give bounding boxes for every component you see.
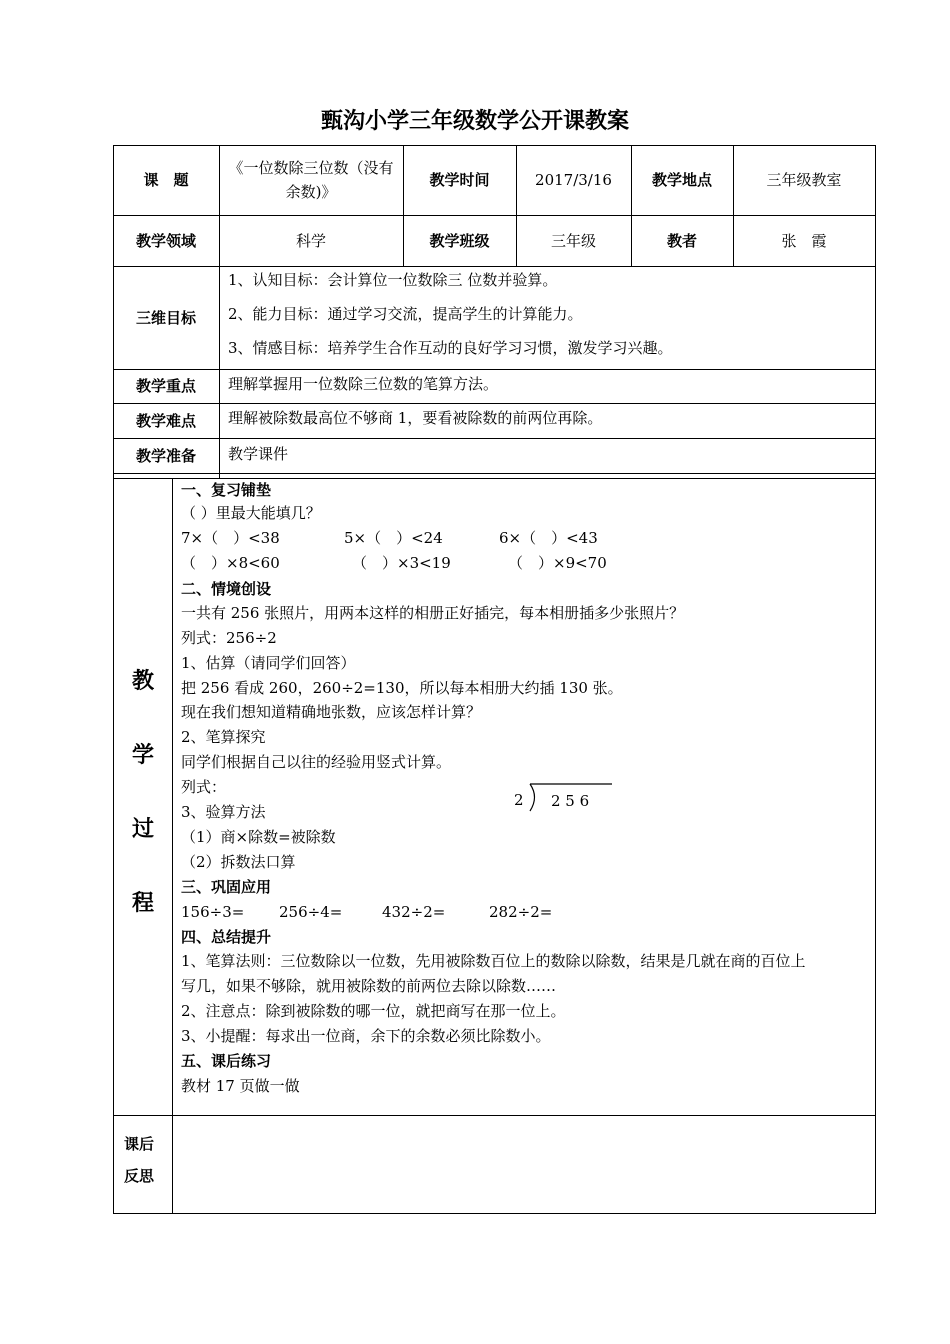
section-heading: 二、情境创设 [181,580,272,598]
section-heading: 一、复习铺垫 [181,481,272,499]
question-intro: （ ）里最大能填几？ [181,504,321,522]
place-value: 三年级教室 [766,171,842,189]
key-point-value: 理解掌握用一位数除三位数的笔算方法。 [228,375,499,393]
table-rule [113,369,876,370]
reflection-label: 课后 [124,1135,155,1153]
process-label-char: 程 [131,891,154,916]
division-divisor: 2 [514,791,524,809]
homework-text: 教材 17 页做一做 [181,1077,300,1095]
table-rule [113,403,876,404]
check-item: （2）拆数法口算 [181,853,296,871]
check-item: （1）商×除数=被除数 [181,828,336,846]
page-title: 甄沟小学三年级数学公开课教案 [320,109,629,134]
table-rule [113,266,876,267]
exercise-item: 282÷2= [489,903,553,921]
time-value: 2017/3/16 [535,171,612,189]
question-item: （ ）×9<70 [508,554,607,572]
written-formula: 列式： [181,778,227,796]
question-item: 7×（ ）<38 [181,529,280,547]
difficulty-value: 理解被除数最高位不够商 1，要看被除数的前两位再除。 [228,409,603,427]
difficulty-label: 教学难点 [135,411,196,430]
goal-item: 2、能力目标：通过学习交流，提高学生的计算能力。 [228,305,583,323]
question-item: 5×（ ）<24 [344,529,443,547]
estimate-question: 现在我们想知道精确地张数，应该怎样计算？ [181,703,482,721]
teacher-label: 教者 [666,231,697,250]
question-item: （ ）×3<19 [352,554,451,572]
process-label-char: 学 [131,743,154,768]
table-rule [172,478,173,1214]
division-dividend: 2 5 6 [551,792,590,810]
note-text: 2、注意点：除到被除数的哪一位，就把商写在那一位上。 [181,1002,566,1020]
field-value: 科学 [295,231,326,250]
preparation-label: 教学准备 [135,446,196,465]
exercise-item: 156÷3= [181,903,245,921]
estimate-text: 把 256 看成 260，260÷2=130，所以每本相册大约插 130 张。 [181,679,623,697]
exercise-item: 256÷4= [279,903,343,921]
rule-text: 1、笔算法则：三位数除以一位数，先用被除数百位上的数除以除数，结果是几就在商的百位上 [181,952,806,970]
time-label: 教学时间 [429,171,490,189]
teacher-value: 张 霞 [781,231,827,250]
topic-label: 课 题 [143,171,189,189]
place-label: 教学地点 [651,171,712,189]
process-label-char: 教 [131,669,154,694]
process-label-char: 过 [131,817,154,842]
written-text: 同学们根据自己以往的经验用竖式计算。 [181,753,452,771]
goal-item: 3、情感目标：培养学生合作互动的良好学习习惯，激发学习兴趣。 [228,339,673,357]
tip-text: 3、小提醒：每求出一位商，余下的余数必须比除数小。 [181,1027,551,1045]
key-point-label: 教学重点 [135,377,196,395]
exercise-item: 432÷2= [382,903,446,921]
estimate-title: 1、估算（请同学们回答） [181,654,356,672]
question-item: 6×（ ）<43 [499,529,598,547]
formula-text: 列式：256÷2 [181,629,277,647]
problem-text: 一共有 256 张照片，用两本这样的相册正好插完，每本相册插多少张照片？ [181,604,685,622]
reflection-label: 反思 [124,1167,155,1185]
field-label: 教学领域 [135,231,196,250]
written-title: 2、笔算探究 [181,728,266,746]
section-heading: 四、总结提升 [181,928,272,946]
class-label: 教学班级 [429,231,490,250]
table-border-bottom [113,1213,876,1214]
table-rule [113,1115,876,1116]
table-rule [113,438,876,439]
question-item: （ ）×8<60 [181,554,280,572]
preparation-value: 教学课件 [228,445,289,463]
topic-value: 《一位数除三位数（没有余数)》 [228,159,394,201]
section-heading: 五、课后练习 [181,1052,272,1070]
section-heading: 三、巩固应用 [181,878,272,896]
goal-item: 1、认知目标：会计算位一位数除三 位数并验算。 [228,271,558,289]
class-value: 三年级 [550,231,596,250]
table-rule [113,473,876,474]
table-border-right [875,145,876,1214]
check-title: 3、验算方法 [181,803,266,821]
rule-text: 写几，如果不够除，就用被除数的前两位去除以除数…… [181,977,557,995]
goals-label: 三维目标 [135,308,196,327]
